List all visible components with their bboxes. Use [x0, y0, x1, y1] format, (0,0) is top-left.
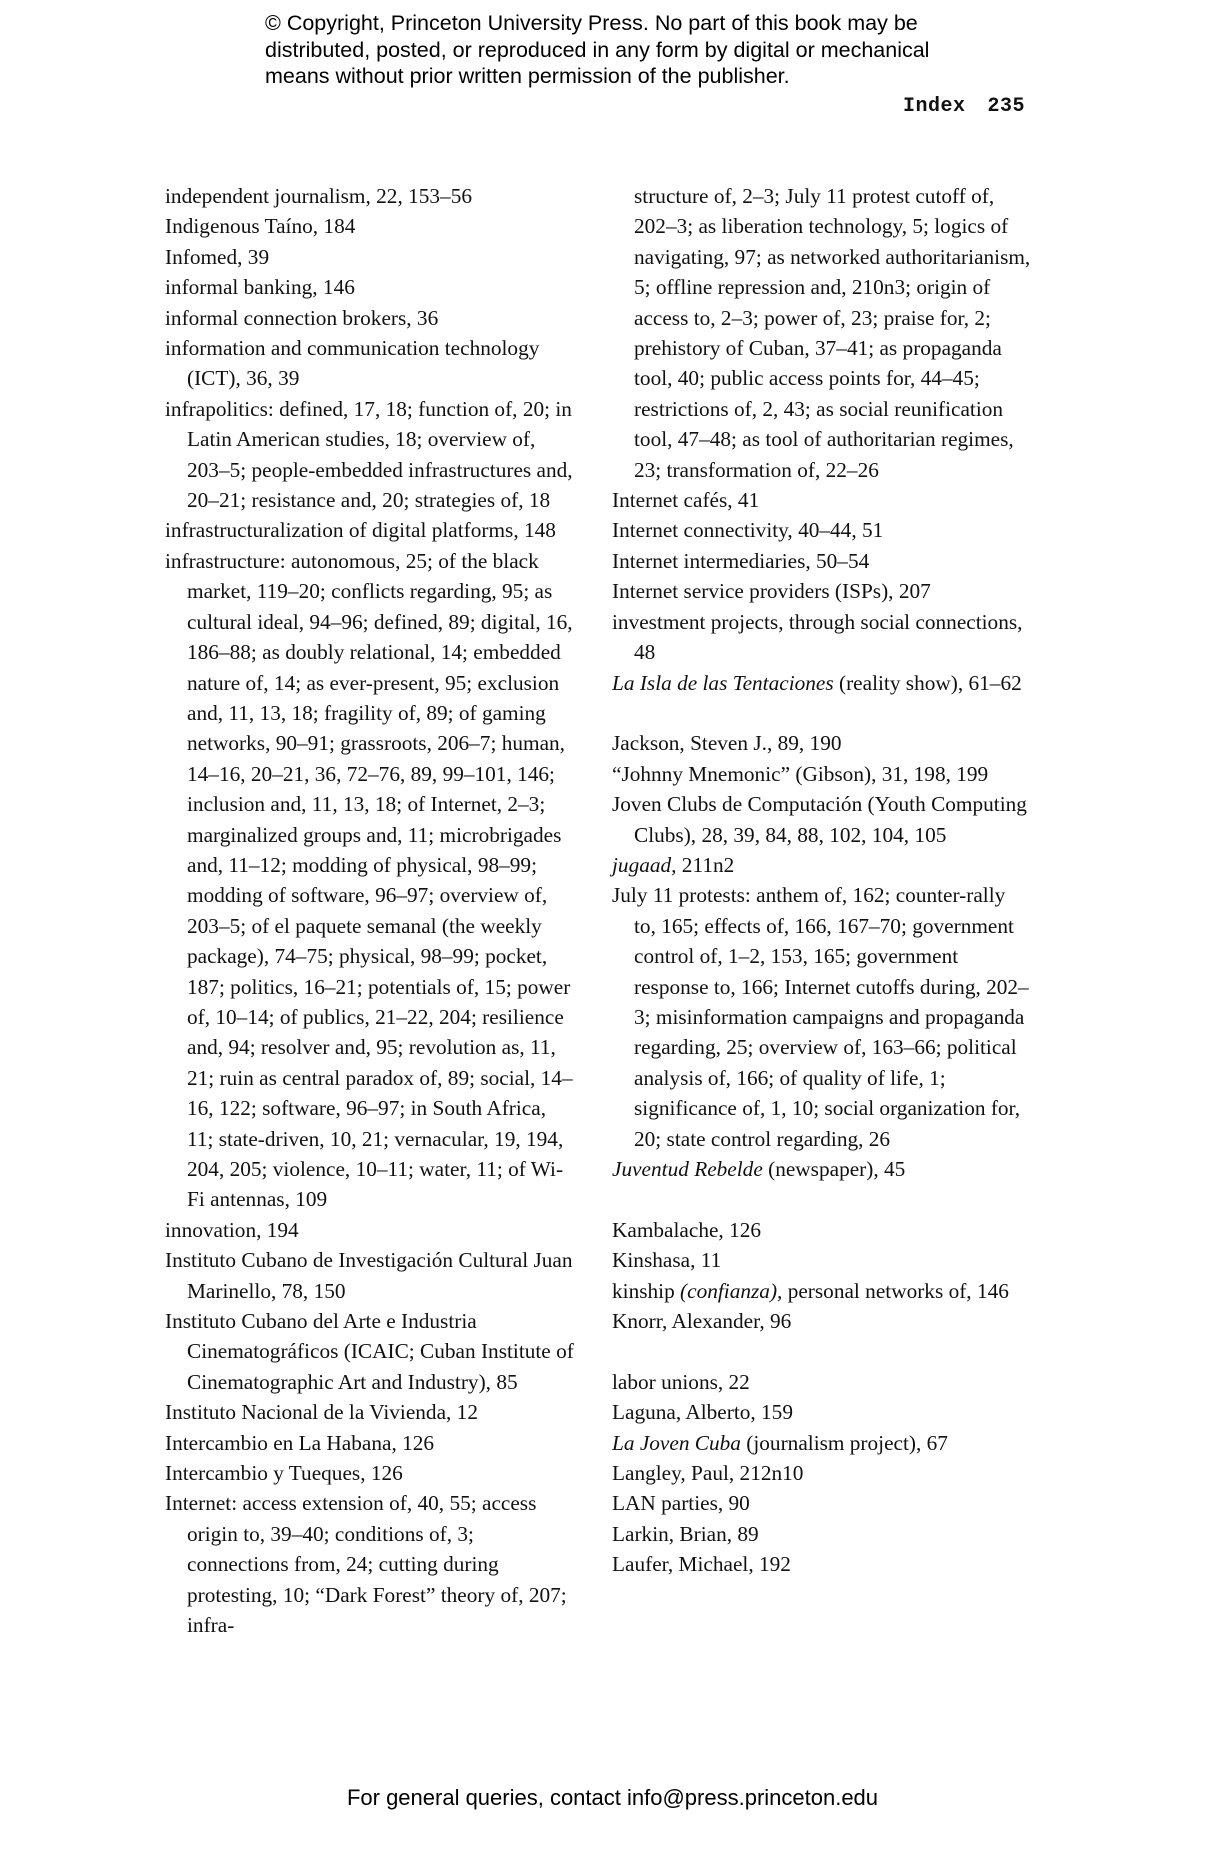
entry-title: La Isla de las Tentaciones [612, 670, 834, 695]
page-number: 235 [987, 95, 1025, 118]
entry-locator: 211n2 [676, 852, 735, 877]
index-entry: infrastructuralization of digital platforms, 148 [165, 518, 556, 543]
index-entry: Indigenous Taíno, 184 [165, 214, 356, 239]
index-entry: Intercambio y Tueques, 126 [165, 1461, 403, 1486]
entry-title: jugaad, [612, 852, 677, 877]
index-entry: Langley, Paul, 212n10 [612, 1461, 804, 1486]
index-entry: Laufer, Michael, 192 [612, 1552, 791, 1577]
entry-gloss: (confianza), [680, 1278, 783, 1303]
index-entry: Intercambio en La Habana, 126 [165, 1430, 435, 1455]
index-entry: Joven Clubs de Computación (Youth Computing Clubs), 28, 39, 84, 88, 102, 104, 105 [612, 792, 1027, 847]
index-entry: Laguna, Alberto, 159 [612, 1400, 793, 1425]
letter-gap [612, 1336, 1032, 1366]
index-entry: Internet connectivity, 40–44, 51 [612, 518, 884, 543]
index-entry: information and communication technology (ICT), 36, 39 [165, 336, 540, 391]
index-entry: July 11 protests: anthem of, 162; counter-rally to, 165; effects of, 166, 167–70; government control of, 1–2, 153, 165; government response to, 166; Internet cutoffs during, 202–3; misinformation campaigns and propaganda regarding, 25; overview of, 163–66; political analysis of, 166; of quality of life, 1; significance of, 1, 10; social organization for, 20; state control regarding, 26 [612, 883, 1029, 1151]
index-column-left [165, 181, 575, 1641]
copyright-line: © Copyright, Princeton University Press. No part of this book may be [265, 11, 918, 35]
index-entry: infrapolitics: defined, 17, 18; function of, 20; in Latin American studies, 18; overview of, 203–5; people-embedded infrastructures and, 20–21; resistance and, 20; strategies of, 18 [165, 396, 573, 513]
index-entry: Kinshasa, 11 [612, 1248, 722, 1273]
entry-title: kinship [612, 1278, 681, 1303]
entry-locator: (newspaper), 45 [762, 1156, 906, 1181]
index-entry: investment projects, through social connections, 48 [612, 609, 1023, 665]
index-entry [612, 668, 1032, 698]
letter-gap [612, 1184, 1032, 1214]
index-entry [612, 850, 1032, 880]
index-entry [612, 1428, 1032, 1458]
entry-locator: (reality show), 61–62 [833, 670, 1022, 695]
index-entry: informal connection brokers, 36 [165, 305, 439, 330]
index-entry: Kambalache, 126 [612, 1217, 762, 1242]
copyright-line: means without prior written permission of the publisher. [265, 64, 790, 88]
copyright-notice [265, 10, 1025, 90]
contact-footer: For general queries, contact info@press.princeton.edu [346, 1785, 879, 1810]
index-entry: independent journalism, 22, 153–56 [165, 184, 472, 208]
index-entry: Infomed, 39 [165, 244, 270, 269]
index-entry: Knorr, Alexander, 96 [612, 1309, 792, 1333]
entry-locator: personal networks of, 146 [782, 1278, 1009, 1303]
index-entry: Instituto Nacional de la Vivienda, 12 [165, 1400, 478, 1425]
index-entry [612, 1154, 1032, 1184]
entry-title: La Joven Cuba [612, 1430, 741, 1455]
entry-locator: (journalism project), 67 [740, 1430, 948, 1455]
index-entry: Instituto Cubano de Investigación Cultural Juan Marinello, 78, 150 [165, 1248, 573, 1303]
index-entry: “Johnny Mnemonic” (Gibson), 31, 198, 199 [612, 761, 989, 786]
running-head [903, 95, 1025, 118]
letter-gap [612, 698, 1032, 728]
index-entry: infrastructure: autonomous, 25; of the black market, 119–20; conflicts regarding, 95; as cultural ideal, 94–96; defined, 89; digital, 16, 186–88; as doubly relational, 14; embedded nature of, 14; as ever-present, 95; exclusion and, 11, 13, 18; fragility of, 89; of gaming networks, 90–91; grassroots, 206–7; human, 14–16, 20–21, 36, 72–76, 89, 99–101, 146; inclusion and, 11, 13, 18; of Internet, 2–3; marginalized groups and, 11; microbrigades and, 11–12; modding of physical, 98–99; modding of software, 96–97; overview of, 203–5; of el paquete semanal (the weekly package), 74–75; physical, 98–99; pocket, 187; politics, 16–21; potentials of, 15; power of, 10–14; of publics, 21–22, 204; resilience and, 94; resolver and, 95; revolution as, 11, 21; ruin as central paradox of, 89; social, 14–16, 122; software, 96–97; in South Africa, 11; state-driven, 10, 21; vernacular, 19, 194, 204, 205; violence, 10–11; water, 11; of Wi-Fi antennas, 109 [165, 548, 573, 1212]
index-entry: Instituto Cubano del Arte e Industria Cinematográficos (ICAIC; Cuban Institute of Cinematographic Art and Industry), 85 [165, 1309, 574, 1394]
index-entry: Internet service providers (ISPs), 207 [612, 579, 931, 604]
index-column-right [612, 181, 1032, 1580]
index-entry: LAN parties, 90 [612, 1491, 750, 1516]
index-entry: Larkin, Brian, 89 [612, 1521, 759, 1546]
index-entry [612, 1276, 1032, 1306]
running-head-section: Index [902, 95, 966, 118]
index-entry: labor unions, 22 [612, 1369, 750, 1394]
index-entry: Internet: access extension of, 40, 55; access origin to, 39–40; conditions of, 3; connections from, 24; cutting during protesting, 10; “Dark Forest” theory of, 207; infra- [165, 1491, 567, 1638]
index-entry: informal banking, 146 [165, 275, 355, 300]
index-entry: Internet intermediaries, 50–54 [612, 548, 870, 573]
index-entry-continuation: structure of, 2–3; July 11 protest cutoff of, 202–3; as liberation technology, 5; logics of navigating, 97; as networked authoritarianism, 5; offline repression and, 210n3; origin of access to, 2–3; power of, 23; praise for, 2; prehistory of Cuban, 37–41; as propaganda tool, 40; public access points for, 44–45; restrictions of, 2, 43; as social reunification tool, 47–48; as tool of authoritarian regimes, 23; transformation of, 22–26 [634, 184, 1031, 482]
entry-title: Juventud Rebelde [612, 1156, 763, 1181]
index-entry: Internet cafés, 41 [612, 488, 760, 513]
index-entry: innovation, 194 [165, 1217, 299, 1242]
index-entry: Jackson, Steven J., 89, 190 [612, 731, 842, 756]
copyright-line: distributed, posted, or reproduced in any form by digital or mechanical [265, 37, 930, 62]
